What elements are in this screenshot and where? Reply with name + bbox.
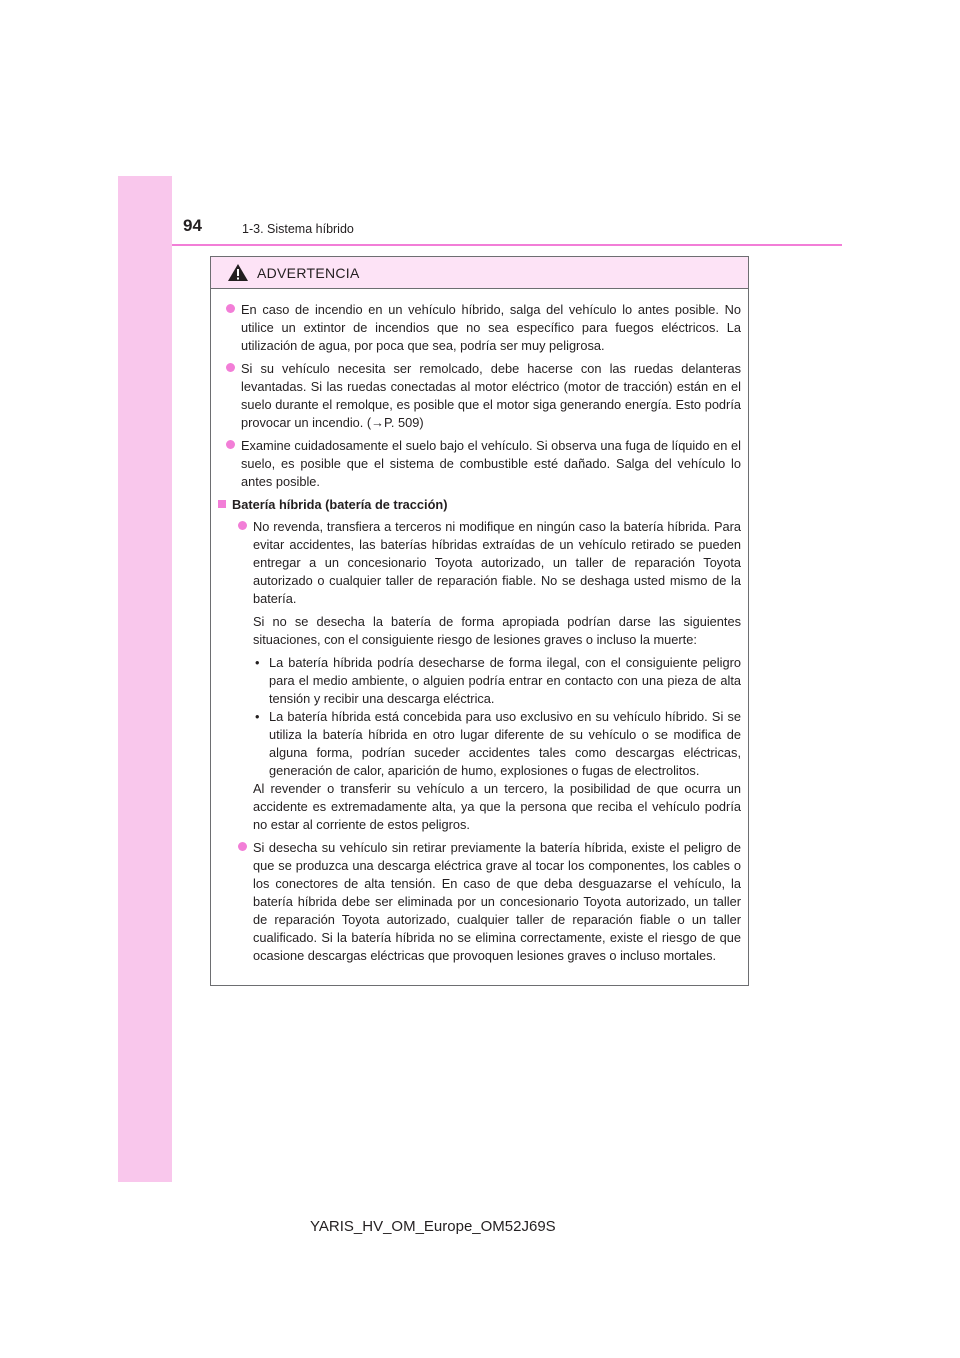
bullet-icon: [238, 521, 247, 530]
page-number: 94: [183, 216, 202, 235]
section-title: 1-3. Sistema híbrido: [242, 222, 354, 236]
subsection-heading: [219, 496, 741, 514]
square-bullet-icon: [218, 500, 226, 508]
dot-item-text: La batería híbrida podría desecharse de forma ilegal, con el consiguiente peligro para el medio ambiente, o alguien podría entrar en contacto con una pieza de alta tensión y recibir una descarga eléctrica.: [269, 655, 741, 706]
dot-list-item: [231, 708, 741, 780]
subsection-title: Batería híbrida (batería de tracción): [232, 497, 448, 512]
bullet-icon: [238, 842, 247, 851]
warning-triangle-icon: [227, 263, 249, 282]
warning-item-text: Si su vehículo necesita ser remolcado, debe hacerse con las ruedas delanteras levantadas. Si las ruedas conectadas al motor eléctrico (motor de tracción) están en el suelo durante el remolque, es posible que el motor siga generando energía. Esto podría provocar un incendio. (→P. 509): [241, 361, 741, 430]
warning-item: [231, 839, 741, 965]
warning-item-text: Si desecha su vehículo sin retirar previamente la batería híbrida, existe el peligro de que se produzca una descarga eléctrica grave al tocar los componentes, los cables o los conectores de alta tensión. En caso de que deba desguazarse el vehículo, la batería híbrida debe ser eliminada por un concesionario Toyota autorizado, un taller de reparación Toyota autorizado, cualquier taller de reparación fiable o un taller cualificado. Si la batería híbrida no se elimina correctamente, existe el riesgo de que ocasione descargas eléctricas que provoquen lesiones graves o incluso mortales.: [253, 840, 741, 963]
paragraph: Si no se desecha la batería de forma apropiada podrían darse las siguientes situaciones, con el consiguiente riesgo de lesiones graves o incluso la muerte:: [253, 614, 741, 647]
warning-item: [219, 360, 741, 432]
dot-list-item: [231, 654, 741, 708]
warning-item: [219, 301, 741, 355]
warning-item-text: No revenda, transfiera a terceros ni modifique en ningún caso la batería híbrida. Para evitar accidentes, las baterías híbridas extraídas de un vehículo retirado se pueden entregar a un concesionario Toyota autorizado, un taller de reparación Toyota autorizado o cualquier taller de reparación fiable. No se deshaga usted mismo de la batería.: [253, 519, 741, 606]
dot-item-text: La batería híbrida está concebida para uso exclusivo en su vehículo híbrido. Si se utiliza la batería híbrida en otro lugar diferente de su vehículo o se modifica de alguna forma, podrían suceder accidentes tales como descargas eléctricas, generación de calor, aparición de humo, explosiones o fugas de electrolitos.: [269, 709, 741, 778]
dot-marker: •: [255, 709, 260, 724]
side-tab: [118, 176, 172, 1182]
warning-body: [211, 289, 748, 965]
warning-item-text: En caso de incendio en un vehículo híbrido, salga del vehículo lo antes posible. No utilice un extintor de incendios que no sea específico para fuegos eléctricos. La utilización de agua, por poca que sea, podría ser muy peligrosa.: [241, 302, 741, 353]
warning-item: [231, 518, 741, 608]
warning-title: ADVERTENCIA: [257, 264, 360, 281]
warning-item-text: Examine cuidadosamente el suelo bajo el vehículo. Si observa una fuga de líquido en el suelo, es posible que el sistema de combustible esté dañado. Salga del vehículo lo antes posible.: [241, 438, 741, 489]
warning-box: [210, 256, 749, 986]
paragraph: Al revender o transferir su vehículo a un tercero, la posibilidad de que ocurra un accidente es extremadamente alta, ya que la persona que reciba el vehículo podría no estar al corriente de estos peligros.: [253, 781, 741, 832]
warning-header: [211, 257, 748, 289]
bullet-icon: [226, 304, 235, 313]
warning-item: [219, 437, 741, 491]
dot-marker: •: [255, 655, 260, 670]
bullet-icon: [226, 363, 235, 372]
header-rule: [172, 244, 842, 246]
bullet-icon: [226, 440, 235, 449]
subsection-content: [219, 518, 741, 965]
footer-code: YARIS_HV_OM_Europe_OM52J69S: [310, 1218, 556, 1235]
